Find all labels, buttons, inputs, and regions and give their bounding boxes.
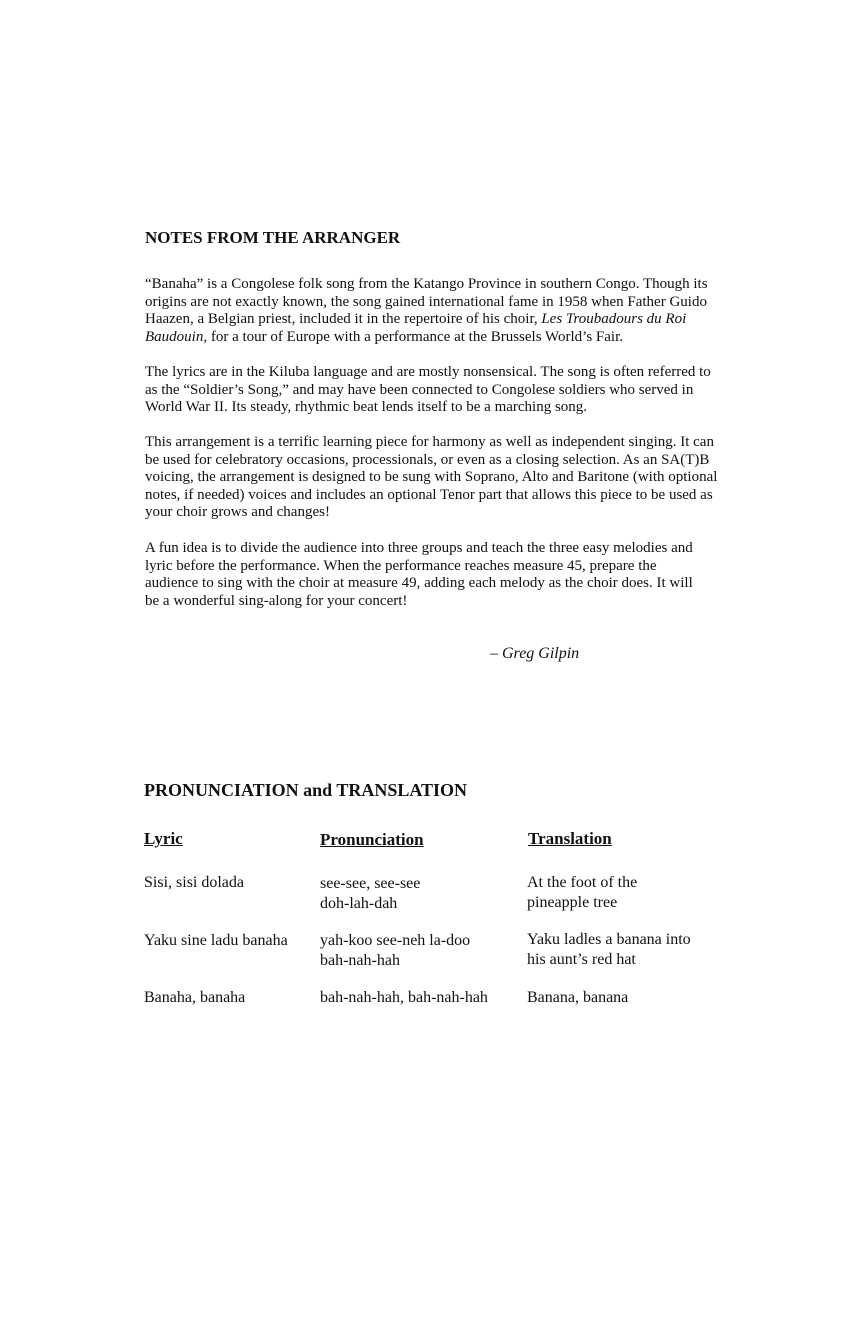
text-line: see-see, see-see bbox=[320, 875, 421, 892]
text-line: bah-nah-hah bbox=[320, 951, 400, 969]
translation-cell bbox=[527, 930, 691, 969]
pronunciation-heading: PRONUNCIATION and TRANSLATION bbox=[144, 780, 468, 800]
translation-cell bbox=[527, 988, 628, 1008]
pronunciation-cell bbox=[320, 931, 470, 970]
text-line bbox=[145, 311, 708, 329]
text-line: World War II. Its steady, rhythmic beat lends itself to be a marching song. bbox=[145, 399, 588, 416]
lyric-cell: Banaha, banaha bbox=[144, 989, 246, 1006]
text-line: This arrangement is a terrific learning piece for harmony as well as independent singing. It can bbox=[145, 434, 714, 450]
signature: – Greg Gilpin bbox=[490, 645, 580, 662]
column-header-pronunciation: Pronunciation bbox=[320, 830, 424, 849]
translation-cell bbox=[527, 873, 637, 912]
text-line: your choir grows and changes! bbox=[145, 504, 330, 521]
text-line: notes, if needed) voices and includes an optional Tenor part that allows this piece to be used as bbox=[145, 486, 713, 503]
text-line bbox=[145, 329, 708, 347]
choir-name: Les Troubadours du Roi bbox=[541, 311, 687, 328]
text-line: doh-lah-dah bbox=[320, 894, 398, 912]
text-line: Yaku ladles a banana into bbox=[527, 931, 691, 948]
text-line: his aunt’s red hat bbox=[527, 950, 636, 968]
text-line: be a wonderful sing-along for your concert! bbox=[145, 592, 408, 609]
column-header-translation: Translation bbox=[528, 829, 612, 848]
text-span: for a tour of Europe with a performance at the Brussels World’s Fair. bbox=[207, 328, 623, 345]
text-line: pineapple tree bbox=[527, 893, 618, 911]
text-span: Haazen, a Belgian priest, included it in the repertoire of his choir, bbox=[145, 311, 542, 328]
lyric-cell: Sisi, sisi dolada bbox=[144, 874, 245, 891]
choir-name: Baudouin, bbox=[145, 328, 208, 345]
text-line: lyric before the performance. When the performance reaches measure 45, prepare the bbox=[145, 557, 657, 574]
paragraph-lyrics bbox=[145, 364, 711, 417]
text-line: The lyrics are in the Kiluba language and are mostly nonsensical. The song is often referred to bbox=[145, 364, 711, 380]
text-line: bah-nah-hah, bah-nah-hah bbox=[320, 989, 488, 1006]
text-line: Banana, banana bbox=[527, 989, 629, 1006]
text-line: yah-koo see-neh la-doo bbox=[320, 932, 471, 949]
text-line: as the “Soldier’s Song,” and may have been connected to Congolese soldiers who served in bbox=[145, 381, 694, 398]
text-line: be used for celebratory occasions, processionals, or even as a closing selection. As an SA(T)B bbox=[145, 451, 710, 468]
text-line: At the foot of the bbox=[527, 874, 638, 891]
text-line: audience to sing with the choir at measure 49, adding each melody as the choir does. It will bbox=[145, 575, 693, 592]
paragraph-audience bbox=[145, 540, 693, 610]
lyric-cell: Yaku sine ladu banaha bbox=[144, 932, 288, 949]
text-line: “Banaha” is a Congolese folk song from the Katango Province in southern Congo. Though its bbox=[145, 276, 708, 292]
text-line: A fun idea is to divide the audience into three groups and teach the three easy melodies and bbox=[145, 540, 693, 556]
text-line: voicing, the arrangement is designed to be sung with Soprano, Alto and Baritone (with optional bbox=[145, 469, 718, 486]
text-line: origins are not exactly known, the song gained international fame in 1958 when Father Guido bbox=[145, 293, 707, 310]
column-header-lyric: Lyric bbox=[144, 829, 183, 848]
pronunciation-cell bbox=[320, 988, 488, 1008]
paragraph-history bbox=[145, 276, 708, 346]
paragraph-arrangement bbox=[145, 434, 717, 522]
notes-heading: NOTES FROM THE ARRANGER bbox=[145, 228, 401, 247]
pronunciation-cell bbox=[320, 874, 420, 913]
